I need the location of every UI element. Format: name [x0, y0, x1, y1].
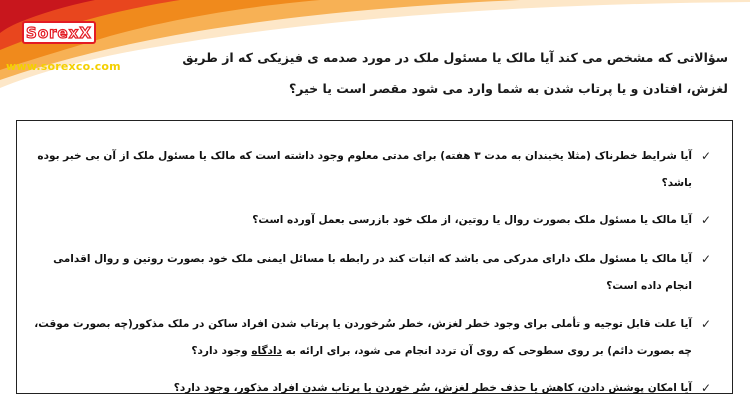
question-text: آیا شرایط خطرناک (مثلا یخبندان به مدت ۳ هفته) برای مدتی معلوم وجود داشته است که مالک یا مسئول ملک از آن بی خبر بوده باشد؟: [37, 150, 692, 189]
court-word: دادگاه: [251, 345, 282, 357]
question-text-part: آیا علت قابل توجیه و تأملی برای وجود خطر لغزش، خطر سُرخوردن یا پرتاب شدن افراد ساکن در ملک مذکور(چه بصورت موقت، چه بصورت دائم) بر روی سطوحی که روی آن تردد انجام می شود، برای ارائه به: [34, 318, 692, 357]
list-item: [31, 246, 714, 300]
check-icon: ✓: [700, 213, 712, 227]
check-icon: ✓: [700, 149, 712, 163]
list-item: [31, 207, 714, 234]
heading-line-2: لغزش، افتادن و یا پرتاب شدن به شما وارد می شود مقصر است یا خیر؟: [289, 81, 728, 96]
check-icon: ✓: [700, 252, 712, 266]
heading-line-1: سؤالاتی که مشخص می کند آیا مالک یا مسئول ملک در مورد صدمه ی فیزیکی که از طریق: [182, 50, 728, 65]
logo-text: SorexX: [26, 23, 92, 42]
list-item: [31, 143, 714, 197]
check-icon: ✓: [700, 317, 712, 331]
questions-box: [16, 120, 733, 394]
check-icon: ✓: [700, 381, 712, 395]
list-item: [31, 375, 714, 402]
page-heading: [138, 42, 728, 104]
logo: [22, 21, 96, 44]
question-text: [31, 311, 692, 365]
questions-list: [31, 133, 714, 402]
question-text-part: وجود دارد؟: [191, 345, 252, 357]
question-text: آیا مالک یا مسئول ملک بصورت روال یا روتین، از ملک خود بازرسی بعمل آورده است؟: [252, 214, 692, 226]
question-text: آیا امکان پوشش دادن، کاهش یا حذف خطر لغزش، سُر خوردن یا پرتاب شدن افراد مذکور، وجود دارد؟: [173, 382, 692, 394]
question-text: آیا مالک یا مسئول ملک دارای مدرکی می باشد که اثبات کند در رابطه با مسائل ایمنی ملک خود بصورت روتین و روال اقدامی انجام داده است؟: [53, 253, 692, 292]
list-item: [31, 311, 714, 365]
website-url[interactable]: www.sorexco.com: [6, 60, 121, 73]
